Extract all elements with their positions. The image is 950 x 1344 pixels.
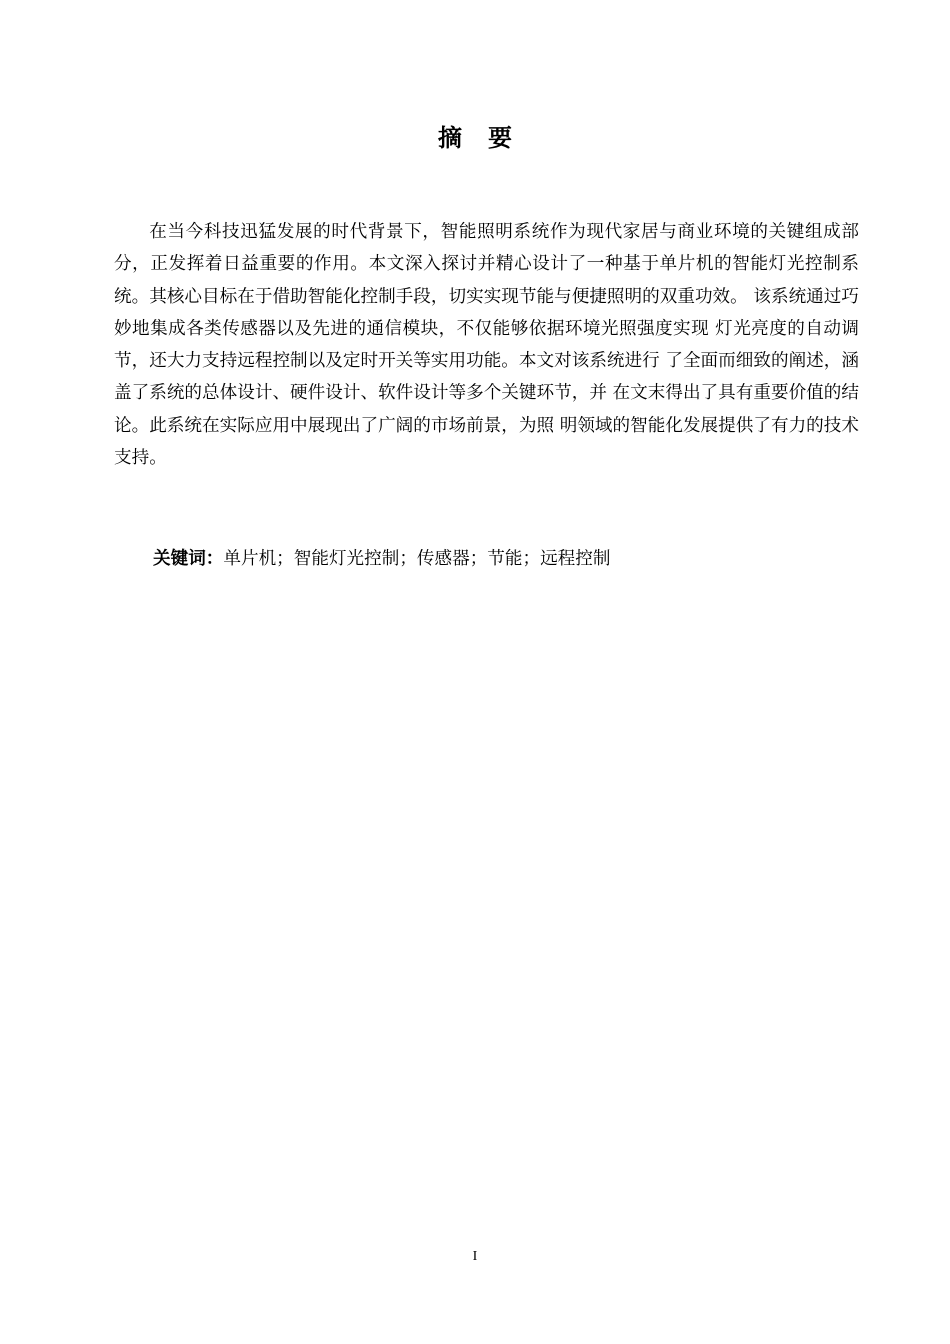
page-title: 摘要 xyxy=(438,124,538,152)
keywords-label: 关键词： xyxy=(153,549,224,569)
keywords-line xyxy=(153,545,853,573)
abstract-paragraph: 在当今科技迅猛发展的时代背景下，智能照明系统作为现代家居与商业环境的关键组成部分，正发挥着日益重要的作用。本文深入探讨并精心设计了一种基于单片机的智能灯光控制系统。其核心目标在于借助智能化控制手段，切实实现节能与便捷照明的双重功效。 该系统通过巧妙地集成各类传感器以及先进的通信模块，不仅能够依据环境光照强度实现 灯光亮度的自动调节，还大力支持远程控制以及定时开关等实用功能。本文对该系统进行 了全面而细致的阐述，涵盖了系统的总体设计、硬件设计、软件设计等多个关键环节，并 在文末得出了具有重要价值的结论。此系统在实际应用中展现出了广阔的市场前景，为照 明领域的智能化发展提供了有力的技术支持。 xyxy=(114,222,859,469)
page-number: I xyxy=(472,1249,478,1264)
keywords-list: 单片机；智能灯光控制；传感器；节能；远程控制 xyxy=(223,549,611,569)
